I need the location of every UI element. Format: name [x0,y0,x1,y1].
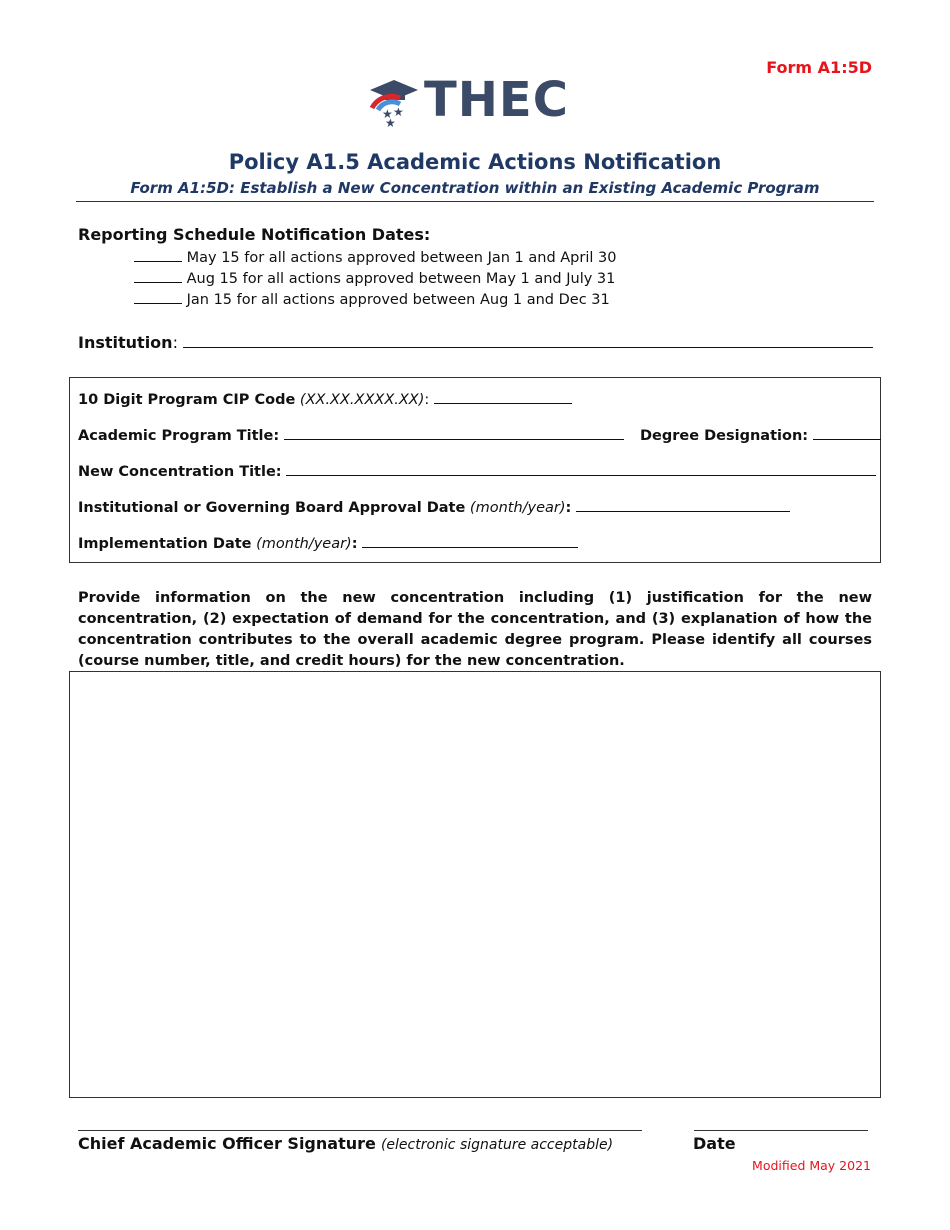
institution-label: Institution [78,333,173,352]
page-title: Policy A1.5 Academic Actions Notification [228,150,722,174]
schedule-item: Aug 15 for all actions approved between May 1 and July 31 [134,268,615,287]
schedule-heading: Reporting Schedule Notification Dates: [78,225,431,244]
signature-line[interactable] [78,1130,642,1131]
institution-input[interactable] [183,333,873,348]
degree-designation-field: Degree Designation: [640,425,881,444]
logo-text: THEC [424,72,569,128]
schedule-check-blank-3[interactable] [134,289,182,304]
program-title-input[interactable] [284,425,624,440]
page-subtitle: Form A1:5D: Establish a New Concentration within an Existing Academic Program [130,179,820,197]
concentration-info-textarea[interactable] [69,671,881,1098]
divider [76,201,874,202]
program-title-field: Academic Program Title: [78,425,624,444]
date-line[interactable] [694,1130,868,1131]
institution-field: Institution: [78,333,873,352]
form-id: Form A1:5D [766,58,872,77]
implementation-date-field: Implementation Date (month/year): [78,533,578,552]
implementation-date-input[interactable] [362,533,578,548]
schedule-item: May 15 for all actions approved between Jan 1 and April 30 [134,247,616,266]
date-label: Date [693,1134,736,1153]
degree-designation-input[interactable] [813,425,881,440]
approval-date-field: Institutional or Governing Board Approval Date (month/year): [78,497,790,516]
instructions-text: Provide information on the new concentration including (1) justification for the new concentration, (2) expectation of demand for the concentration, and (3) explanation of how the concentration contributes to the overall academic degree program. Please identify all courses (course number, title, and credit hours) for the new concentration. [78,590,872,669]
schedule-item: Jan 15 for all actions approved between Aug 1 and Dec 31 [134,289,610,308]
graduation-cap-icon [366,78,422,128]
signature-label: Chief Academic Officer Signature (electronic signature acceptable) [78,1134,614,1153]
cip-code-field: 10 Digit Program CIP Code (XX.XX.XXXX.XX): [78,389,572,408]
thec-logo [366,72,586,128]
approval-date-input[interactable] [576,497,790,512]
modified-note: Modified May 2021 [752,1158,871,1173]
schedule-check-blank-2[interactable] [134,268,182,283]
svg-text:★: ★ [385,116,396,128]
concentration-title-input[interactable] [286,461,876,476]
cip-code-input[interactable] [434,389,572,404]
svg-text:★: ★ [382,107,393,121]
concentration-title-field: New Concentration Title: [78,461,876,480]
svg-text:★: ★ [393,105,404,119]
schedule-check-blank-1[interactable] [134,247,182,262]
